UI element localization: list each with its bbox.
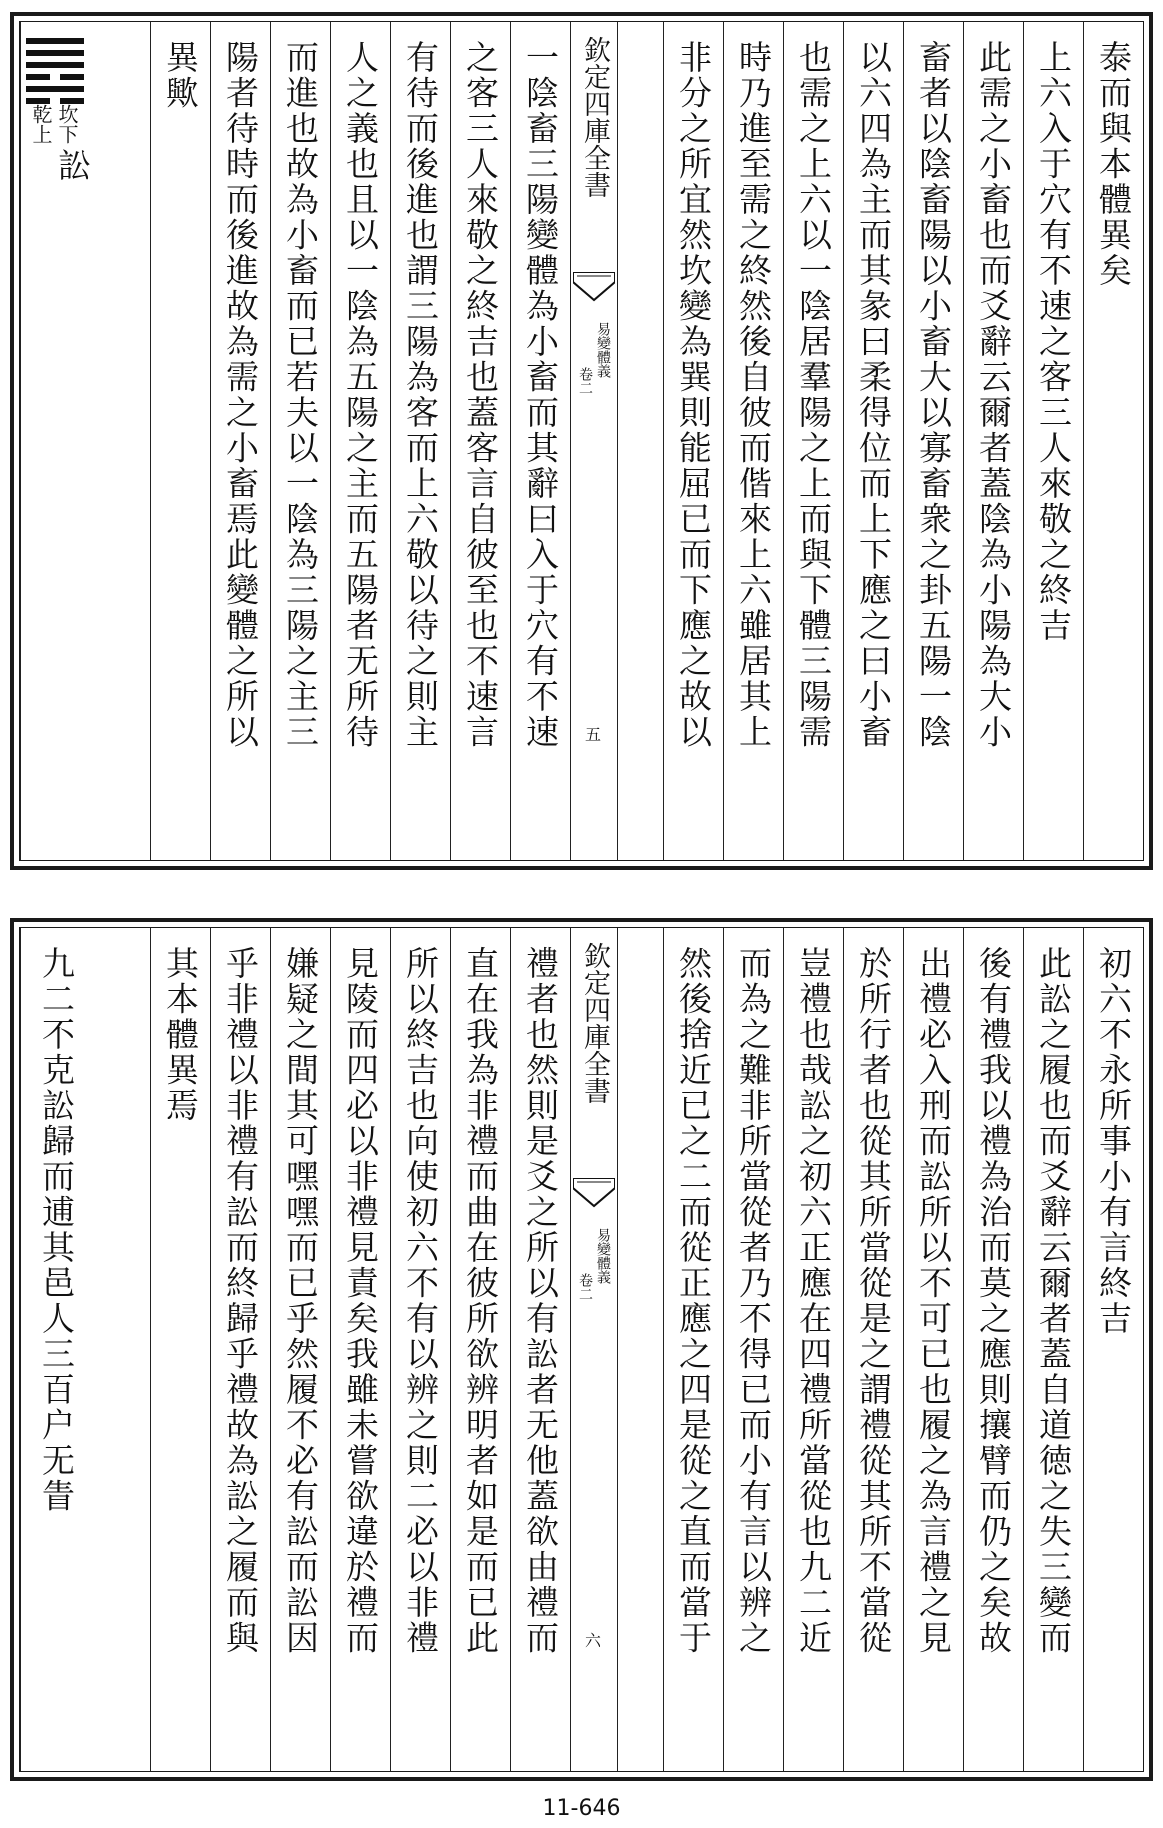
hexagram-lower-label: 坎下 [55,104,79,144]
column-text: 非分之所宜然坎變為巽則能屈已而下應之故以 [674,40,713,750]
top-page-columns [20,22,1143,860]
text-column [20,928,92,1771]
text-column [210,22,270,860]
column-text: 畜者以陰畜陽以小畜大以寡畜衆之卦五陽一陰 [914,40,953,750]
margin-page-number: 五 [584,725,601,744]
column-text: 一陰畜三陽變體為小畜而其辭曰入于穴有不速 [521,40,560,750]
text-column [330,928,390,1771]
fish-tail-mark [573,272,615,306]
column-text: 而進也故為小畜而已若夫以一陰為三陽之主三 [281,40,320,750]
book-title: 欽定四庫全書 [579,942,610,1104]
book-title: 欽定四庫全書 [579,36,610,198]
column-text: 所以終吉也向使初六不有以辨之則二必以非禮 [401,946,440,1656]
text-column [390,928,450,1771]
column-text: 豈禮也哉訟之初六正應在四禮所當從也九二近 [794,946,833,1656]
column-text: 異歟 [161,40,200,111]
column-text: 之客三人來敬之終吉也蓋客言自彼至也不速言 [461,40,500,750]
center-margin [570,928,618,1771]
text-column [150,22,210,860]
text-column [843,928,903,1771]
text-column [210,928,270,1771]
column-text: 也需之上六以一陰居羣陽之上而與下體三陽需 [794,40,833,750]
column-text: 人之義也且以一陰為五陽之主而五陽者无所待 [341,40,380,750]
center-margin [570,22,618,860]
text-column [783,22,843,860]
text-column [723,22,783,860]
column-text: 此訟之履也而爻辭云爾者蓋自道徳之失三變而 [1034,946,1073,1656]
text-column [843,22,903,860]
text-column [1083,22,1143,860]
text-column [510,22,570,860]
column-text: 直在我為非禮而曲在彼所欲辨明者如是而已此 [461,946,500,1656]
text-column [390,22,450,860]
text-column [663,22,723,860]
margin-volume: 卷二 [577,367,593,395]
text-column [270,928,330,1771]
hexagram-column [20,22,92,860]
text-column [723,928,783,1771]
margin-book-name: 易變體義 [595,322,611,378]
top-page [10,12,1153,870]
margin-page-number: 六 [584,1631,601,1650]
text-column [1083,928,1143,1771]
text-column [963,22,1023,860]
column-text: 陽者待時而後進故為需之小畜焉此變體之所以 [221,40,260,750]
text-column [903,928,963,1771]
column-text: 禮者也然則是爻之所以有訟者无他蓋欲由禮而 [521,946,560,1656]
text-column [450,928,510,1771]
margin-book-name: 易變體義 [595,1228,611,1284]
column-text: 於所行者也從其所當從是之謂禮從其所不當從 [854,946,893,1656]
text-column [510,928,570,1771]
column-text: 而為之難非所當從者乃不得已而小有言以辨之 [734,946,773,1656]
margin-volume: 卷二 [577,1273,593,1301]
column-text: 後有禮我以禮為治而莫之應則攘臂而仍之矣故 [974,946,1013,1656]
column-text: 時乃進至需之終然後自彼而偕來上六雖居其上 [734,40,773,750]
text-column [270,22,330,860]
text-column [903,22,963,860]
text-column [1023,928,1083,1771]
column-text: 然後捨近已之二而從正應之四是從之直而當于 [674,946,713,1656]
column-text: 其本體異焉 [161,946,200,1124]
page-footer-number: 11-646 [542,1796,621,1821]
column-text: 出禮必入刑而訟所以不可已也履之為言禮之見 [914,946,953,1656]
column-text: 上六入于穴有不速之客三人來敬之終吉 [1034,40,1073,644]
fish-tail-mark [573,1178,615,1212]
text-column [150,928,210,1771]
column-text: 泰而與本體異矣 [1094,40,1133,289]
column-text: 嫌疑之間其可嘿嘿而已乎然履不必有訟而訟因 [281,946,320,1656]
hexagram-name: 訟 [53,148,92,184]
text-column [783,928,843,1771]
column-text: 初六不永所事小有言終吉 [1094,946,1133,1337]
text-column [1023,22,1083,860]
column-text: 見陵而四必以非禮見責矣我雖未嘗欲違於禮而 [341,946,380,1656]
hexagram-upper-label: 乾上 [29,104,53,144]
column-text: 有待而後進也謂三陽為客而上六敬以待之則主 [401,40,440,750]
column-text: 九二不克訟歸而逋其邑人三百户无眚 [37,946,76,1514]
text-column [663,928,723,1771]
column-text: 以六四為主而其彖曰柔得位而上下應之曰小畜 [854,40,893,750]
column-text: 乎非禮以非禮有訟而終歸乎禮故為訟之履而與 [221,946,260,1656]
bottom-page [10,918,1153,1781]
text-column [450,22,510,860]
bottom-page-columns [20,928,1143,1771]
text-column [330,22,390,860]
column-text: 此需之小畜也而爻辭云爾者蓋陰為小陽為大小 [974,40,1013,750]
text-column [963,928,1023,1771]
